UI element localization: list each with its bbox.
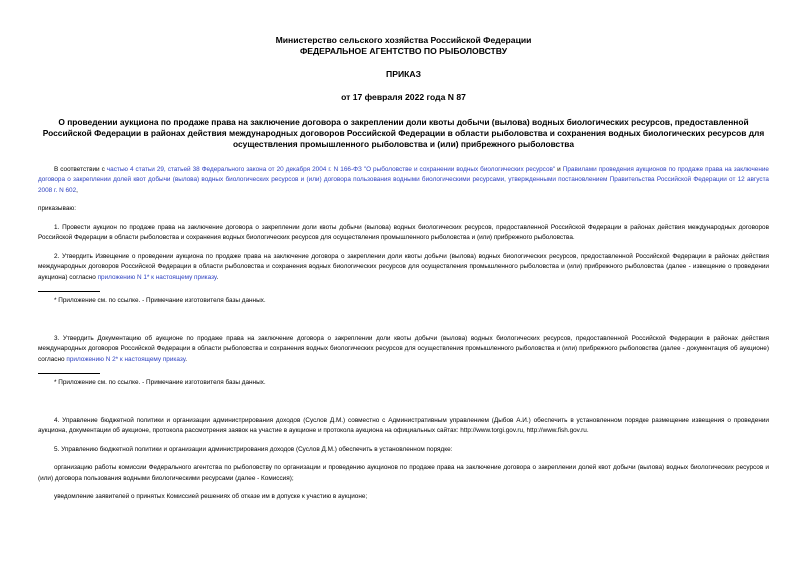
item-5: 5. Управлению бюджетной политики и организации администрирования доходов (Суслов Д.М.) обеспечить в установленном порядке: [54, 445, 453, 453]
federal-law-link[interactable]: частью 4 статьи 29, статьей 38 Федерального закона от 20 декабря 2004 г. N 166-ФЗ "О рыболовстве и сохранении водных биологических ресурсов" [106, 165, 556, 173]
preamble-paragraph [38, 165, 769, 197]
ministry-name: Министерство сельского хозяйства Российской Федерации [275, 35, 532, 45]
preamble-text: В соответствии с [54, 165, 107, 173]
auction-rules-link[interactable]: Правилами проведения аукционов по продаже права на заключение договора о закреплении долей квот добычи (вылова) водных биологических ресурсов и (или) договора пользования водными биологическими ресурсами, утвержденными постановлением Правительства Российской Федерации от 12 августа 2008 г. N 602 [38, 165, 769, 194]
order-title: ПРИКАЗ [386, 69, 421, 79]
order-subject: О проведении аукциона по продаже права на заключение договора о закреплении доли квоты добычи (вылова) водных биологических ресурсов, предоставленной Российской Федерации в районах действия международных договоров Российской Федерации в области рыболовства и сохранения водных биологических ресурсов для осуществления промышленного рыболовства и (или) прибрежного рыболовства [42, 117, 765, 150]
item-3-end: . [185, 355, 188, 363]
agency-name: ФЕДЕРАЛЬНОЕ АГЕНТСТВО ПО РЫБОЛОВСТВУ [299, 46, 508, 56]
item-3-text: 3. Утвердить Документацию об аукционе по продаже права на заключение договора о закреплении доли квоты добычи (вылова) водных биологических ресурсов, предоставленной Российской Федерации в районах действия международных договоров Российской Федерации в области рыболовства и сохранения водных биологических ресурсов для осуществления промышленного рыболовства и (или) прибрежного рыболовства (далее - документация об аукционе) согласно [38, 334, 769, 363]
item-5-subitem-a: организацию работы комиссии Федерального агентства по рыболовству по организации и проведению аукционов по продаже права на заключение договора о закреплении долей квот добычи (вылова) водных биологических ресурсов и (или) договора пользования водными биологическими ресурсами (далее - Комиссия); [38, 464, 769, 482]
item-1: 1. Провести аукцион по продаже права на заключение договора о закреплении доли квоты добычи (вылова) водных биологических ресурсов, предоставленной Российской Федерации в районах действия международных договоров Российской Федерации в области рыболовства и сохранения водных биологических ресурсов для осуществления промышленного рыболовства и (или) прибрежного рыболовства. [38, 223, 769, 242]
footnote-divider [38, 291, 100, 292]
preamble-text: , [76, 186, 78, 194]
order-word: приказываю: [38, 205, 76, 213]
item-4: 4. Управление бюджетной политики и организации администрирования доходов (Суслов Д.М.) совместно с Административным управлением (Дыбов А.И.) обеспечить в установленном порядке размещение извещения о проведении аукциона, документации об аукционе, протокола рассмотрения заявок на участие в аукционе и протокола аукциона на официальных сайтах: http://www.torgi.gov.ru, http://www.fish.gov.ru. [38, 416, 769, 435]
item-2-text: 2. Утвердить Извещение о проведении аукциона по продаже права на заключение договора о закреплении доли квоты добычи (вылова) водных биологических ресурсов, предоставленной Российской Федерации в районах действия международных договоров Российской Федерации в области рыболовства и сохранения водных биологических ресурсов для осуществления промышленного рыболовства и (или) прибрежного рыболовства (далее - извещение о проведении аукциона) согласно [38, 252, 769, 281]
item-3 [38, 334, 769, 366]
item-5-subitem-b: уведомление заявителей о принятых Комиссией решениях об отказе им в допуске к участию в аукционе; [54, 493, 368, 501]
item-2 [38, 252, 769, 284]
item-2-end: . [216, 273, 219, 281]
order-date: от 17 февраля 2022 года N 87 [341, 92, 466, 102]
preamble-text: и [555, 165, 563, 173]
footnote-2: * Приложение см. по ссылке. - Примечание изготовителя базы данных. [54, 379, 266, 387]
footnote-divider [38, 373, 100, 374]
document-body [38, 165, 769, 503]
footnote-1: * Приложение см. по ссылке. - Примечание изготовителя базы данных. [54, 297, 266, 305]
appendix-1-link[interactable]: приложению N 1* к настоящему приказу [97, 273, 217, 281]
appendix-2-link[interactable]: приложению N 2* к настоящему приказу [66, 355, 186, 363]
